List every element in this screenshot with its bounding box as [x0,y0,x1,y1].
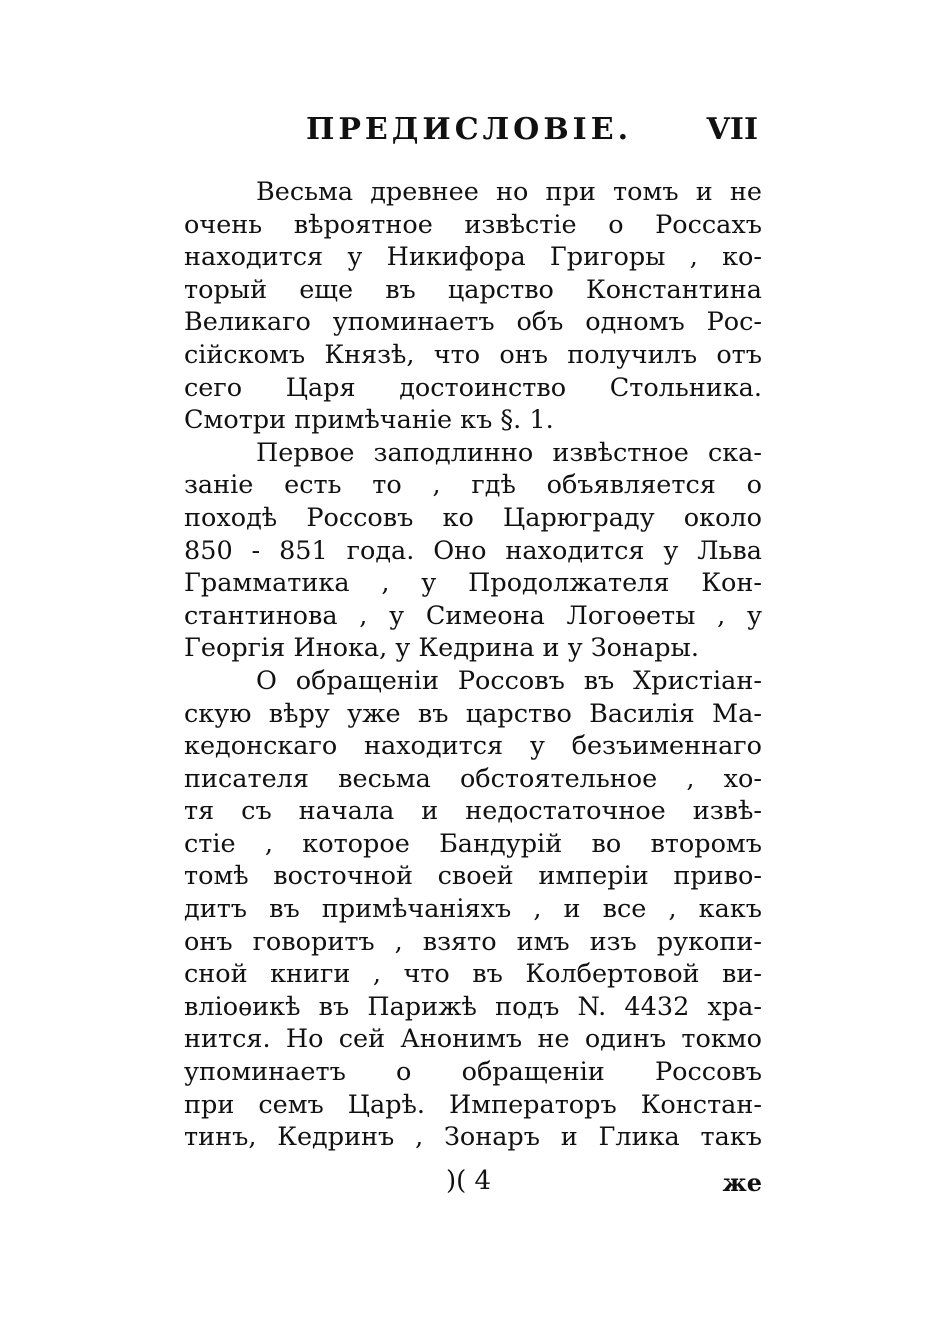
text-line: писателя весьма обстоятельное , хо- [184,763,762,794]
text-line: упоминаетъ о обращеніи Россовъ [184,1057,762,1088]
page-footer [184,1166,762,1206]
text-line: находится у Никифора Григоры , ко- [184,242,762,273]
text-line: вліоѳикѣ въ Парижѣ подъ N. 4432 хра- [184,991,762,1022]
page-header [306,112,758,158]
text-line: О обращеніи Россовъ въ Христіан- [256,665,762,696]
page-number: VII [706,112,758,147]
text-line: дитъ въ примѣчаніяхъ , и все , какъ [184,894,762,925]
text-line: Весьма древнее но при томъ и не [256,177,762,207]
text-line: скую вѣру уже въ царство Василія Ма- [184,698,762,729]
text-line: нится. Но сей Анонимъ не одинъ токмо [184,1024,762,1055]
text-line: стіе , которое Бандурій во второмъ [184,828,762,859]
text-line: при семъ Царѣ. Императоръ Констан- [184,1089,762,1120]
text-line: томѣ восточной своей имперіи приво- [184,861,762,892]
text-line: стантинова , у Симеона Логоѳеты , у [184,600,762,631]
text-line: тинъ, Кедринъ , Зонаръ и Глика такъ [184,1122,762,1153]
text-line: онъ говоритъ , взято имъ изъ рукопи- [184,926,762,957]
text-line: очень вѣроятное извѣстіе о Россахъ [184,209,762,240]
text-line: Великаго упоминаетъ объ одномъ Рос- [184,307,762,338]
text-line: кедонскаго находится у безъименнаго [184,731,762,762]
text-line: Первое заподлинно извѣстное ска- [256,437,762,468]
text-line: тя съ начала и недостаточное извѣ- [184,796,762,827]
text-line: Георгія Инока, у Кедрина и у Зонары. [184,633,699,664]
signature-mark: )( 4 [446,1166,492,1196]
running-title: ПРЕДИСЛОВІЕ. [306,112,633,147]
text-line: Грамматика , у Продолжателя Кон- [184,568,762,599]
text-line: торый еще въ царство Константина [184,274,762,305]
catchword: же [722,1168,762,1197]
text-line: Смотри примѣчаніе къ §. 1. [184,405,554,436]
text-line: сего Царя достоинство Стольника. [184,372,762,403]
text-line: 850 - 851 года. Оно находится у Льва [184,535,762,566]
text-line: заніе есть то , гдѣ объявляется о [184,470,762,501]
text-line: сійскомъ Князѣ, что онъ получилъ отъ [184,339,762,370]
text-line: походѣ Россовъ ко Царюграду около [184,502,762,533]
body-text [184,176,762,1154]
text-line: сной книги , что въ Колбертовой ви- [184,959,762,990]
